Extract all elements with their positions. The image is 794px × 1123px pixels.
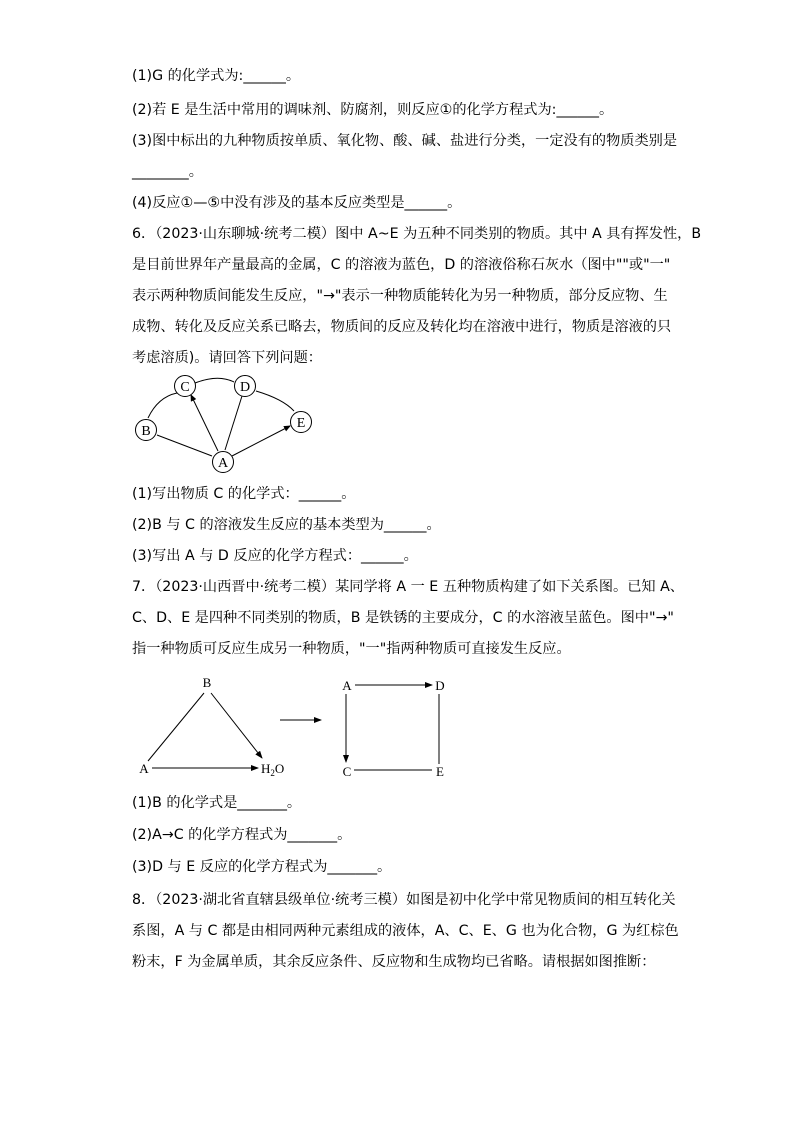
svg-text:A: A [217, 456, 229, 471]
q5-sub1: (1)G 的化学式为:______。 [132, 68, 301, 84]
q6-sub1: (1)写出物质 C 的化学式：______。 [132, 486, 356, 502]
svg-text:D: D [239, 380, 251, 395]
q7-sub2: (2)A→C 的化学方程式为_______。 [132, 827, 352, 843]
q6-node-a [213, 452, 234, 473]
q7-relation-diagram [130, 672, 470, 784]
q6-line-a-b [157, 435, 212, 456]
q7-tri-label-a: A [139, 761, 149, 776]
q6-line-d-e [256, 391, 294, 411]
q7-tri-arrow-b-h2o [211, 693, 262, 758]
q6-stem-5: 考虑溶质)。请回答下列问题： [132, 350, 322, 366]
q6-sub3: (3)写出 A 与 D 反应的化学方程式：______。 [132, 548, 418, 564]
q7-sq-label-c: C [342, 764, 352, 779]
q7-sub1: (1)B 的化学式是_______。 [132, 795, 302, 811]
q7-stem-2: C、D、E 是四种不同类别的物质，B 是铁锈的主要成分，C 的水溶液呈蓝色。图中"→" [132, 610, 674, 626]
q6-sub2: (2)B 与 C 的溶液发生反应的基本类型为______。 [132, 517, 441, 533]
q6-node-e [291, 412, 312, 433]
q6-node-c [175, 376, 196, 397]
q7-stem-3: 指一种物质可反应生成另一种物质，"一"指两种物质可直接发生反应。 [132, 641, 571, 657]
q7-tri-line-b-a [148, 693, 204, 761]
q6-line-b-c [148, 393, 177, 418]
q6-line-c-d [195, 378, 234, 383]
q7-sub3: (3)D 与 E 反应的化学方程式为_______。 [132, 859, 392, 875]
q5-sub3-blank: ________。 [132, 164, 203, 180]
q6-stem-1: 6．（2023·山东聊城·统考二模）图中 A~E 为五种不同类别的物质。其中 A 具有挥发性，B [132, 226, 702, 242]
q7-sq-label-e: E [436, 764, 444, 779]
q5-sub2: (2)若 E 是生活中常用的调味剂、防腐剂，则反应①的化学方程式为:______。 [132, 102, 614, 118]
q8-stem-2: 系图，A 与 C 都是由相同两种元素组成的液体，A、C、E、G 也为化合物，G 为红棕色 [132, 923, 679, 939]
svg-text:B: B [141, 424, 151, 439]
q6-relation-diagram [128, 371, 328, 477]
q6-stem-4: 成物、转化及反应关系已略去，物质间的反应及转化均在溶液中进行，物质是溶液的只 [132, 319, 672, 335]
q7-tri-label-h2o: $H_2O$ [261, 761, 285, 778]
q6-arrow-a-e [232, 426, 290, 456]
svg-text:C: C [180, 380, 190, 395]
svg-text:E: E [296, 416, 306, 431]
q6-stem-3: 表示两种物质间能发生反应，"→"表示一种物质能转化为另一种物质，部分反应物、生 [132, 288, 668, 304]
q6-arrow-a-c [191, 395, 218, 451]
q5-sub3: (3)图中标出的九种物质按单质、氧化物、酸、碱、盐进行分类，一定没有的物质类别是 [132, 133, 678, 149]
q6-line-a-d [225, 396, 242, 450]
q7-tri-label-b: B [202, 675, 212, 690]
q5-sub4: (4)反应①—⑤中没有涉及的基本反应类型是______。 [132, 195, 462, 211]
q8-stem-1: 8．（2023·湖北省直辖县级单位·统考三模）如图是初中化学中常见物质间的相互转化关 [132, 892, 676, 908]
q7-stem-1: 7．（2023·山西晋中·统考二模）某同学将 A 一 E 五种物质构建了如下关系图。已知 A、 [132, 579, 684, 595]
q7-sq-label-a: A [342, 678, 352, 693]
q6-stem-2: 是目前世界年产量最高的金属，C 的溶液为蓝色，D 的溶液俗称石灰水（图中""或"一" [132, 257, 671, 273]
q8-stem-3: 粉末，F 为金属单质，其余反应条件、反应物和生成物均已省略。请根据如图推断： [132, 954, 656, 970]
q6-node-b [136, 420, 157, 441]
q6-node-d [235, 376, 256, 397]
q7-sq-label-d: D [435, 678, 445, 693]
